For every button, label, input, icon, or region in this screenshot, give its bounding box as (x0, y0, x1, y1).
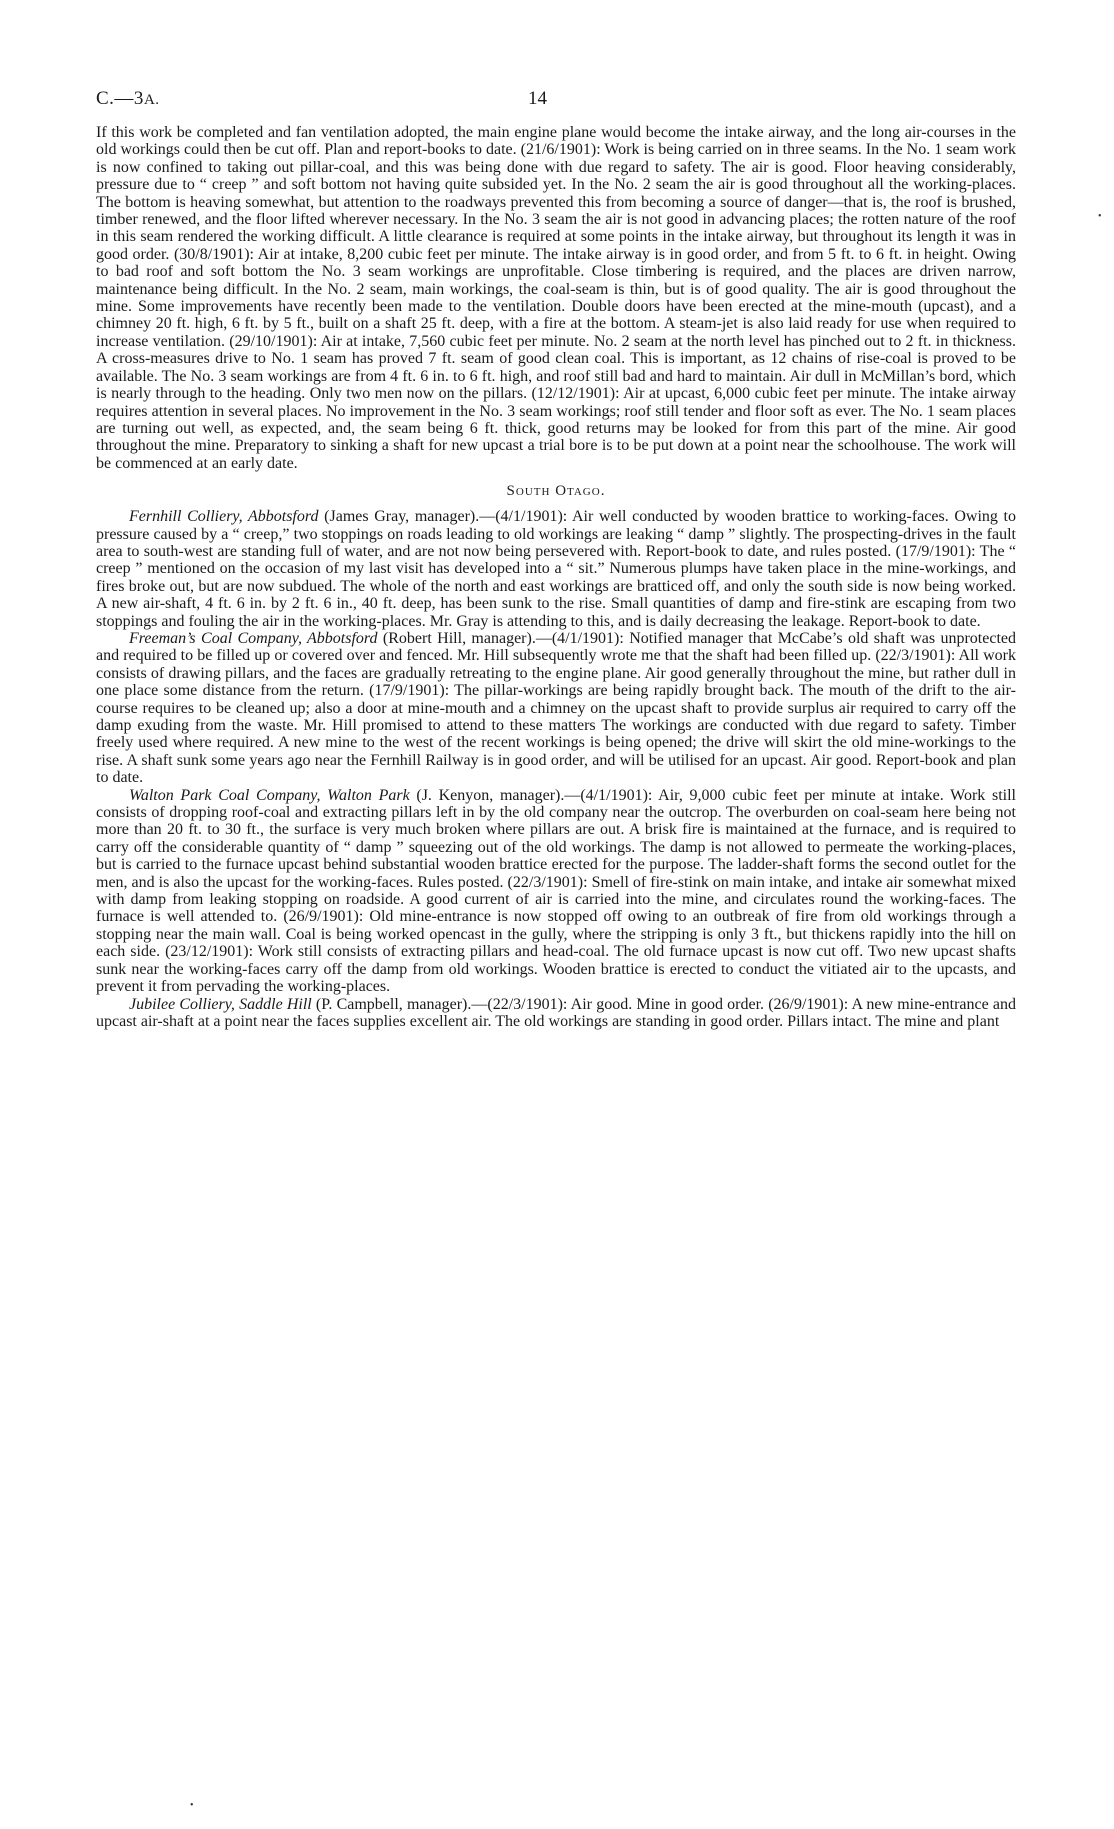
document-reference-suffix: A. (143, 92, 160, 108)
page-header (96, 88, 1016, 124)
colliery-name: Walton Park Coal Company, Walton Park (129, 786, 410, 804)
colliery-name: Freeman’s Coal Company, Abbotsford (129, 629, 378, 647)
page-number: 14 (528, 88, 547, 109)
scan-speck: • (1098, 211, 1102, 222)
entry-paragraph (96, 508, 1016, 630)
document-page (96, 88, 1016, 1030)
entry-paragraph (96, 787, 1016, 996)
entry-paragraph (96, 630, 1016, 787)
intro-paragraph: If this work be completed and fan ventilation adopted, the main engine plane would become the intake airway, and the long air-courses in the old workings could then be cut off. Plan and report-books to date. (21/6/1901): Work is being carried on in three seams. In the No. 1 seam work is now confined to taking out pillar-coal, and this was being done with due regard to safety. The air is good. Floor heaving considerably, pressure due to “ creep ” and soft bottom not having quite subsided yet. In the No. 2 seam the air is good throughout all the working-places. The bottom is heaving somewhat, but attention to the roadways prevented this from becoming a source of danger—that is, the roof is brushed, timber renewed, and the floor lifted wherever necessary. In the No. 3 seam the air is not good in advancing places; the rotten nature of the roof in this seam rendered the working difficult. A little clearance is required at some points in the intake airway, but throughout its length it was in good order. (30/8/1901): Air at intake, 8,200 cubic feet per minute. The intake airway is in good order, and from 5 ft. to 6 ft. in height. Owing to bad roof and soft bottom the No. 3 seam workings are unprofitable. Close timbering is required, and the places are driven narrow, maintenance being difficult. In the No. 2 seam, main workings, the coal-seam is thin, but is of good quality. The air is good throughout the mine. Some improvements have recently been made to the ventilation. Double doors have been erected at the mine-mouth (upcast), and a chimney 20 ft. high, 6 ft. by 5 ft., built on a shaft 25 ft. deep, with a fire at the bottom. A steam-jet is also laid ready for use when required to increase ventilation. (29/10/1901): Air at intake, 7,560 cubic feet per minute. No. 2 seam at the north level has pinched out to 2 ft. in thickness. A cross-measures drive to No. 1 seam has proved 7 ft. seam of good clean coal. This is important, as 12 chains of rise-coal is proved to be available. The No. 3 seam workings are from 4 ft. 6 in. to 6 ft. high, and roof still bad and hard to maintain. Air dull in McMillan’s bord, which is nearly through to the heading. Only two men now on the pillars. (12/12/1901): Air at upcast, 6,000 cubic feet per minute. The intake airway requires attention in several places. No improvement in the No. 3 seam workings; roof still tender and floor soft as ever. The No. 1 seam places are turning out well, as expected, and, the seam being 6 ft. thick, good returns may be looked for from this part of the mine. Air good throughout the mine. Preparatory to sinking a shaft for new upcast a trial bore is to be put down at a point near the schoolhouse. The work will be commenced at an early date. (96, 124, 1016, 472)
entry-text: (P. Campbell, manager).—(22/3/1901): Air good. Mine in good order. (26/9/1901): A new mine-entrance and upcast air-shaft at a point near the faces supplies excellent air. The old workings are standing in good order. Pillars intact. The mine and plant (96, 995, 1017, 1030)
scan-speck: • (190, 1800, 194, 1811)
section-title: South Otago. (506, 483, 606, 500)
entry-text: (Robert Hill, manager).—(4/1/1901): Notified manager that McCabe’s old shaft was unprotected and required to be filled up or covered over and fenced. Mr. Hill subsequently wrote me that the shaft had been filled up. (22/3/1901): All work consists of drawing pillars, and the faces are gradually retreating to the engine plane. Air good generally throughout the mine, but rather dull in one place some distance from the return. (17/9/1901): The pillar-workings are being rapidly brought back. The mouth of the drift to the air-course requires to be cleaned up; also a door at mine-mouth and a chimney on the upcast shaft to provide surplus air required to carry off the damp exuding from the waste. Mr. Hill promised to attend to these matters The workings are conducted with due regard to safety. Timber freely used where required. A new mine to the west of the recent workings is being opened; the drive will skirt the old mine-workings to the rise. A shaft sunk some years ago near the Fernhill Railway is in good order, and will be utilised for an upcast. Air good. Report-book and plan to date. (96, 629, 1016, 787)
entry-paragraph (96, 996, 1016, 1031)
colliery-name: Fernhill Colliery, Abbotsford (129, 508, 319, 526)
colliery-name: Jubilee Colliery, Saddle Hill (129, 995, 312, 1013)
entry-text: (J. Kenyon, manager).—(4/1/1901): Air, 9,000 cubic feet per minute at intake. Work still consists of dropping roof-coal and extracting pillars left in by the old company near the outcrop. The overburden on coal-seam here being not more than 20 ft. to 30 ft., the surface is very much broken where pillars are out. A brisk fire is maintained at the furnace, and is required to carry off the considerable quantity of “ damp ” squeezing out of the old workings. The damp is not allowed to permeate the working-places, but is carried to the furnace upcast behind substantial wooden brattice erected for the purpose. The ladder-shaft forms the second outlet for the men, and is also the upcast for the working-faces. Rules posted. (22/3/1901): Smell of fire-stink on main intake, and intake air somewhat mixed with damp from leaking stopping on roadside. A good current of air is carried into the mine, and circulates round the working-faces. The furnace is well attended to. (26/9/1901): Old mine-entrance is now stopped off owing to an outbreak of fire from old workings through a stopping near the main wall. Coal is being worked opencast in the gully, where the stripping is only 3 ft., but thickens rapidly into the hill on each side. (23/12/1901): Work still consists of extracting pillars and head-coal. The old furnace upcast is now cut off. Two new upcast shafts sunk near the working-faces carry off the damp from old workings. Wooden brattice is erected to conduct the vitiated air to the upcasts, and prevent it from pervading the working-places. (96, 786, 1016, 996)
document-reference-main: C.—3 (96, 88, 144, 109)
entry-text: (James Gray, manager).—(4/1/1901): Air well conducted by wooden brattice to working-faces. Owing to pressure caused by a “ creep,” two stoppings on roads leading to old workings are leaking “ damp ” slightly. The prospecting-drives in the fault area to south-west are standing full of water, and are not now being persevered with. Report-book to date, and rules posted. (17/9/1901): The “ creep ” mentioned on the occasion of my last visit has developed into a “ sit.” Numerous plumps have taken place in the mine-workings, and fires broke out, but are now subdued. The whole of the north and east workings are bratticed off, and only the south side is now being worked. A new air-shaft, 4 ft. 6 in. by 2 ft. 6 in., 40 ft. deep, has been sunk to the rise. Small quantities of damp and fire-stink are escaping from two stoppings and fouling the air in the working-places. Mr. Gray is attending to this, and is daily decreasing the leakage. Report-book to date. (96, 508, 1016, 630)
document-reference (96, 88, 160, 110)
